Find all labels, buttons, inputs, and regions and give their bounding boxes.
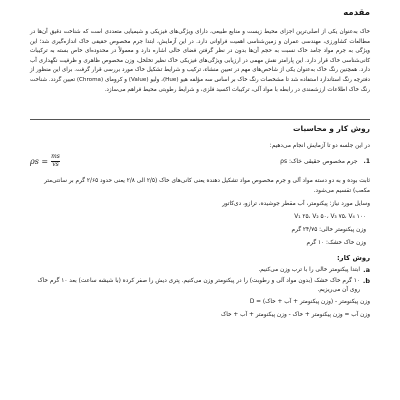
formula-lhs: ρs = <box>30 156 49 166</box>
step-b <box>30 277 370 296</box>
intro-paragraph: خاک به‌عنوان یکی از اصلی‌ترین اجزای محیط زیست و منابع طبیعی، دارای ویژگی‌های فیزیکی و شیمیایی متعددی است که شناخت دقیق آن‌ها در مطالعات کشاورزی، مهندسی عمران و زمین‌شناسی اهمیت فراوانی دارد. در این آزمایش، ابتدا جرم مخصوص حقیقی خاک اندازه‌گیری شد؛ این ویژگی به جرم مواد جامد خاک نسبت به حجم آن‌ها بدون در نظر گرفتن فضای خالی اشاره دارد و معمولاً در محدوده‌ای خاص بسته به ترکیبات کانی‌شناسی خاک قرار دارد. این پارامتر نقش مهمی در ارزیابی ویژگی‌های فیزیکی خاک نظیر تخلخل، وزن مخصوص ظاهری و ظرفیت نگهداری آب دارد. همچنین رنگ خاک به‌عنوان یکی از شاخص‌های مهم در تعیین منشاء، ترکیب و شرایط تشکیل خاک مورد بررسی قرار گرفت. برای این منظور از دفترچه رنگ استاندارد استفاده شد تا مشخصات رنگ خاک بر اساس سه مؤلفه هیو (Hue)، ولیو (Value) و کرومای (Chroma) تعیین گردد. شناخت رنگ خاک اطلاعات ارزشمندی در رابطه با مواد آلی، ترکیبات اکسید فلزی، و شرایط رطوبتی محیط فراهم می‌سازد. <box>30 29 370 93</box>
dry-soil-weight: وزن خاک خشک: ۱۰ گرم <box>306 240 366 247</box>
equation-1: وزن پیکنومتر - (وزن پیکنومتر + آب + خاک) = D <box>249 298 370 305</box>
step-a <box>30 266 370 276</box>
equation-2: وزن آب = وزن پیکنومتر + خاک - وزن پیکنومتر + آب + خاک <box>221 311 370 318</box>
equipment-line: وسایل مورد نیاز: پیکنومتر، آب مقطر جوشیده، ترازو، دی‌کاتور <box>222 201 370 208</box>
step-a-marker: a. <box>363 266 370 275</box>
formula-fraction <box>51 154 60 168</box>
item-1-text-wrap <box>280 158 370 165</box>
item-1-row <box>30 154 370 168</box>
density-formula <box>30 154 60 168</box>
spacer <box>30 95 370 115</box>
pycnometer-weight: وزن پیکنومتر خالی: ۲۴/۷۵ گرم <box>291 227 366 234</box>
item-1-text: جرم مخصوص حقیقی خاک: ρs <box>280 157 358 165</box>
density-note: ثابت بوده و به دو دسته مواد آلی و جرم مخصوص مواد تشکیل دهنده یعنی کانی‌های خاک (۲/۵ الی ۲/۸ یعنی حدود ۲/۶۵ گرم بر سانتی‌متر مکعب) تقسیم می‌شود. <box>44 178 370 195</box>
step-a-text: ابتدا پیکنومتر خالی را با ترب وزن می‌کنیم. <box>258 267 360 274</box>
methods-title: روش کار و محاسبات <box>293 124 370 134</box>
step-b-marker: b. <box>362 276 370 285</box>
step-b-text: ۱۰ گرم خاک خشک (بدون مواد آلی و رطوبت) را در پیکنومتر وزن می‌کنیم. پتری دیش را صفر کرده (با شیشه ساعت) بعد ۱۰ گرم خاک روی آن می‌ریزیم. <box>37 277 360 294</box>
intro-title: مقدمه <box>343 8 370 18</box>
section-divider <box>30 119 370 120</box>
procedure-title: روش کار: <box>336 254 370 263</box>
formula-numerator: ms <box>51 153 60 161</box>
item-1-number: 1. <box>363 157 370 165</box>
methods-intro: در این جلسه دو تا آزمایش انجام می‌دهیم: <box>269 143 370 150</box>
volume-list: V₁ ۲۵، V₂ ۵۰، V₃ ۷۵، V₄ ۱۰۰ <box>294 214 366 221</box>
formula-denominator: vs <box>52 161 59 169</box>
